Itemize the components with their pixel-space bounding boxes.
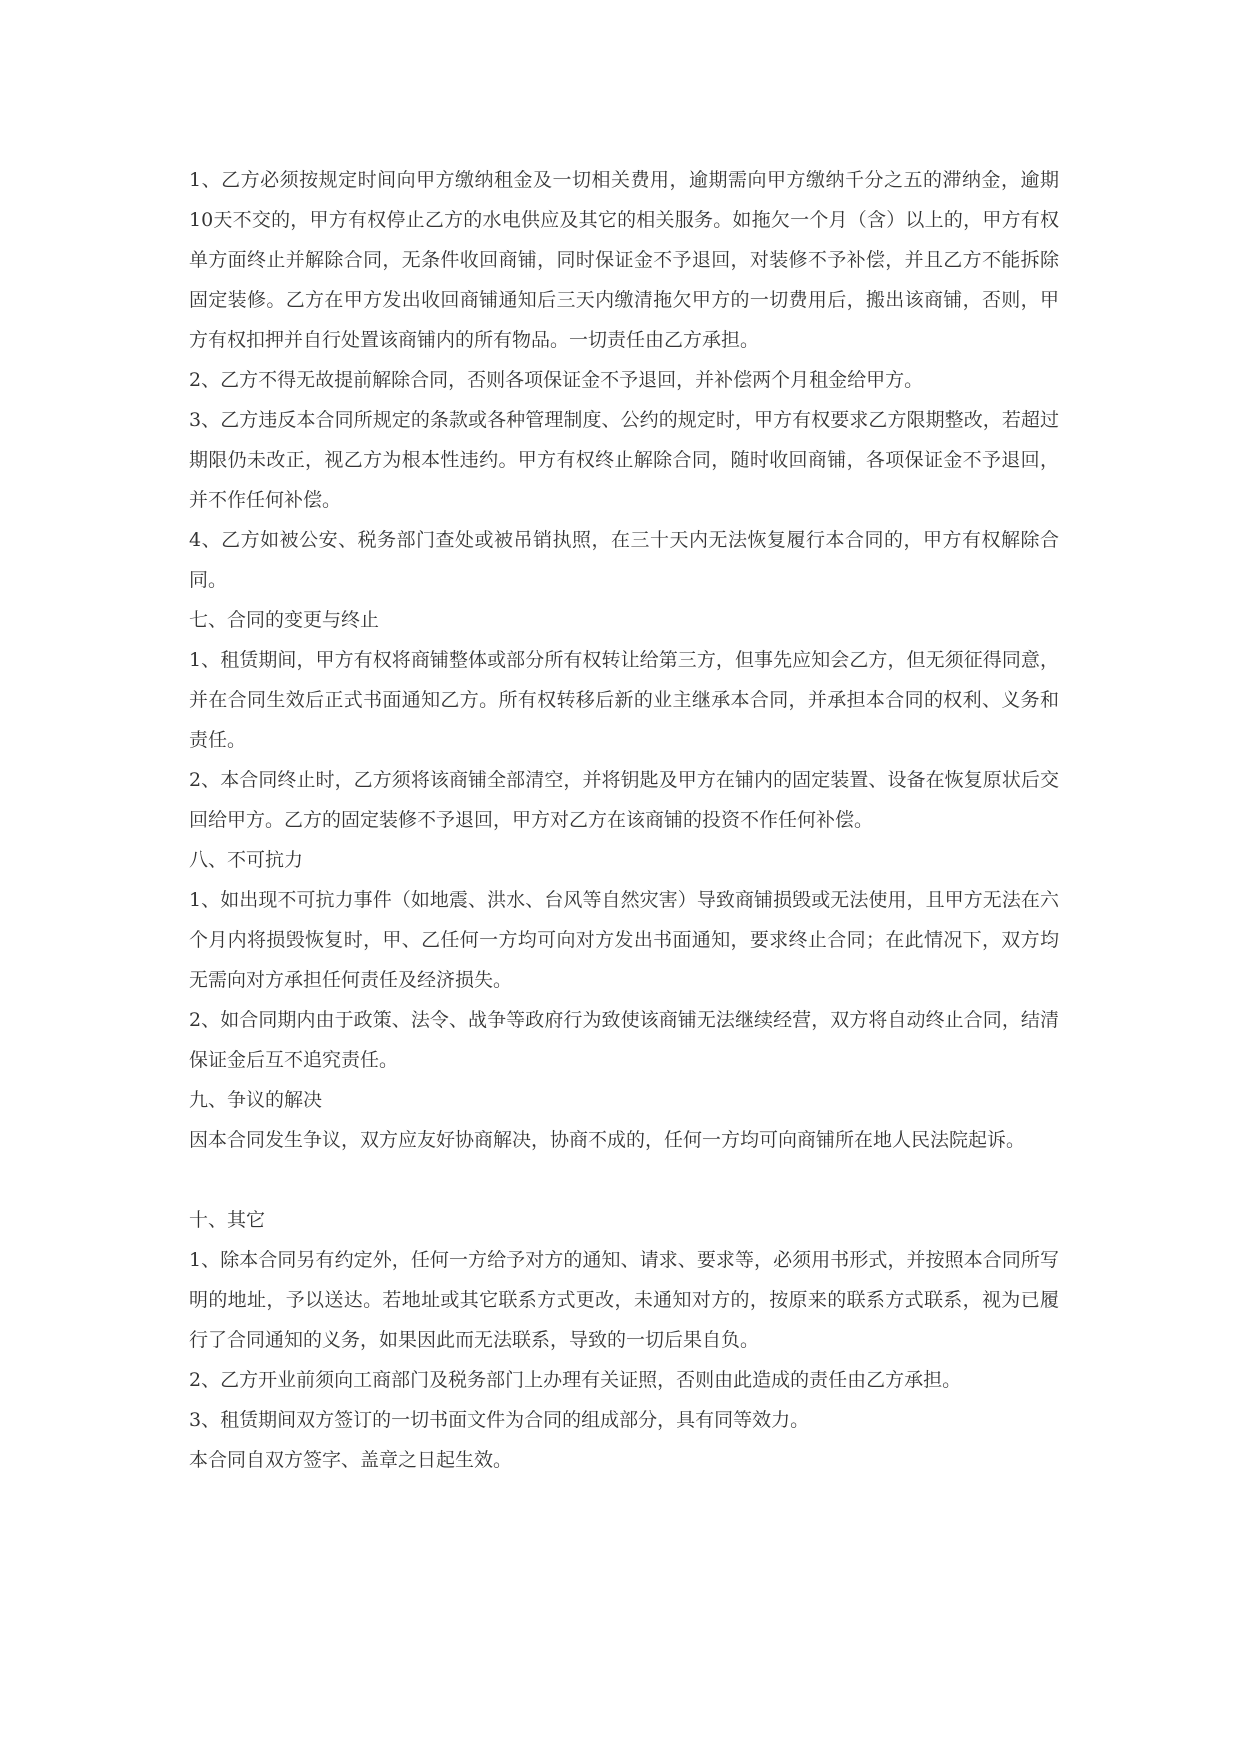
- clause-breach: 3、乙方违反本合同所规定的条款或各种管理制度、公约的规定时，甲方有权要求乙方限期整改，若超过期限仍未改正，视乙方为根本性违约。甲方有权终止解除合同，随时收回商铺，各项保证金不予退回，并不作任何补偿。: [189, 409, 1059, 511]
- section-heading-10: 十、其它: [189, 1209, 266, 1231]
- section-heading-9: 九、争议的解决: [189, 1089, 323, 1111]
- contract-text: [189, 160, 1059, 1480]
- clause-force-majeure-disaster: 1、如出现不可抗力事件（如地震、洪水、台风等自然灾害）导致商铺损毁或无法使用，且甲方无法在六个月内将损毁恢复时，甲、乙任何一方均可向对方发出书面通知，要求终止合同；在此情况下，双方均无需向对方承担任何责任及经济损失。: [189, 889, 1059, 991]
- blank-line: [189, 1160, 1059, 1200]
- clause-dispute: 因本合同发生争议，双方应友好协商解决，协商不成的，任何一方均可向商铺所在地人民法院起诉。: [189, 1129, 1026, 1151]
- clause-license-revoked: 4、乙方如被公安、税务部门查处或被吊销执照，在三十天内无法恢复履行本合同的，甲方有权解除合同。: [189, 529, 1059, 591]
- clause-late-payment: 1、乙方必须按规定时间向甲方缴纳租金及一切相关费用，逾期需向甲方缴纳千分之五的滞纳金，逾期10天不交的，甲方有权停止乙方的水电供应及其它的相关服务。如拖欠一个月（含）以上的，甲方有权单方面终止并解除合同，无条件收回商铺，同时保证金不予退回，对装修不予补偿，并且乙方不能拆除固定装修。乙方在甲方发出收回商铺通知后三天内缴清拖欠甲方的一切费用后，搬出该商铺，否则，甲方有权扣押并自行处置该商铺内的所有物品。一切责任由乙方承担。: [189, 169, 1059, 351]
- clause-ownership-transfer: 1、租赁期间，甲方有权将商铺整体或部分所有权转让给第三方，但事先应知会乙方，但无须征得同意，并在合同生效后正式书面通知乙方。所有权转移后新的业主继承本合同，并承担本合同的权利、义务和责任。: [189, 649, 1059, 751]
- clause-contract-end: 2、本合同终止时，乙方须将该商铺全部清空，并将钥匙及甲方在铺内的固定装置、设备在恢复原状后交回给甲方。乙方的固定装修不予退回，甲方对乙方在该商铺的投资不作任何补偿。: [189, 769, 1059, 831]
- clause-early-termination: 2、乙方不得无故提前解除合同，否则各项保证金不予退回，并补偿两个月租金给甲方。: [189, 369, 924, 391]
- section-heading-8: 八、不可抗力: [189, 849, 304, 871]
- clause-notices: 1、除本合同另有约定外，任何一方给予对方的通知、请求、要求等，必须用书形式，并按照本合同所写明的地址，予以送达。若地址或其它联系方式更改，未通知对方的，按原来的联系方式联系，视为已履行了合同通知的义务，如果因此而无法联系，导致的一切后果自负。: [189, 1249, 1059, 1351]
- clause-force-majeure-government: 2、如合同期内由于政策、法令、战争等政府行为致使该商铺无法继续经营，双方将自动终止合同，结清保证金后互不追究责任。: [189, 1009, 1059, 1071]
- clause-written-documents: 3、租赁期间双方签订的一切书面文件为合同的组成部分，具有同等效力。: [189, 1409, 810, 1431]
- clause-business-license: 2、乙方开业前须向工商部门及税务部门上办理有关证照，否则由此造成的责任由乙方承担。: [189, 1369, 962, 1391]
- clause-effective-date: 本合同自双方签字、盖章之日起生效。: [189, 1449, 513, 1471]
- section-heading-7: 七、合同的变更与终止: [189, 609, 380, 631]
